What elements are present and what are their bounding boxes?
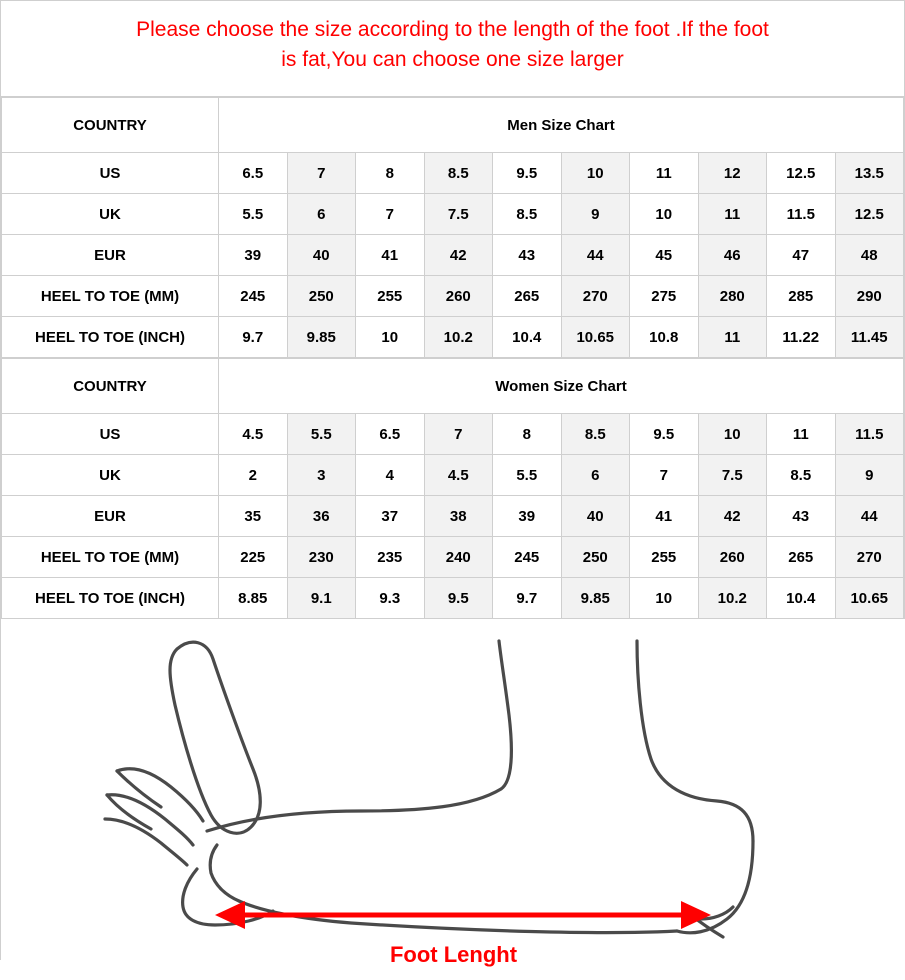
cell: 9.5: [493, 153, 562, 194]
cell: 38: [424, 496, 493, 537]
women-row-label-heel-to-toe-mm: HEEL TO TOE (MM): [2, 537, 219, 578]
cell: 9.7: [219, 317, 288, 358]
cell: 10.2: [698, 578, 767, 619]
cell: 10.8: [630, 317, 699, 358]
men-chart-header-row: [2, 98, 904, 153]
cell: 10.65: [835, 578, 904, 619]
cell: 4.5: [424, 455, 493, 496]
cell: 10.4: [493, 317, 562, 358]
cell: 10.2: [424, 317, 493, 358]
women-country-header: COUNTRY: [2, 359, 219, 414]
cell: 9.7: [493, 578, 562, 619]
women-row-label-heel-to-toe-inch: HEEL TO TOE (INCH): [2, 578, 219, 619]
cell: 9.5: [630, 414, 699, 455]
cell: 10: [630, 578, 699, 619]
table-row: [2, 455, 904, 496]
cell: 45: [630, 235, 699, 276]
cell: 46: [698, 235, 767, 276]
cell: 13.5: [835, 153, 904, 194]
cell: 44: [835, 496, 904, 537]
cell: 11: [698, 194, 767, 235]
foot-length-caption: Foot Lenght: [389, 942, 518, 967]
men-country-header: COUNTRY: [2, 98, 219, 153]
cell: 11: [630, 153, 699, 194]
cell: 2: [219, 455, 288, 496]
cell: 44: [561, 235, 630, 276]
cell: 280: [698, 276, 767, 317]
cell: 10: [356, 317, 425, 358]
cell: 270: [561, 276, 630, 317]
cell: 7.5: [698, 455, 767, 496]
cell: 43: [767, 496, 836, 537]
men-row-label-heel-to-toe-mm: HEEL TO TOE (MM): [2, 276, 219, 317]
cell: 40: [561, 496, 630, 537]
men-row-label-us: US: [2, 153, 219, 194]
cell: 6: [287, 194, 356, 235]
women-row-label-us: US: [2, 414, 219, 455]
foot-length-arrow: [215, 901, 711, 929]
women-row-label-eur: EUR: [2, 496, 219, 537]
cell: 7: [287, 153, 356, 194]
cell: 5.5: [493, 455, 562, 496]
cell: 36: [287, 496, 356, 537]
cell: 7: [630, 455, 699, 496]
cell: 12.5: [767, 153, 836, 194]
cell: 7: [356, 194, 425, 235]
cell: 7.5: [424, 194, 493, 235]
cell: 41: [356, 235, 425, 276]
cell: 9.85: [561, 578, 630, 619]
cell: 9: [561, 194, 630, 235]
cell: 240: [424, 537, 493, 578]
cell: 8.85: [219, 578, 288, 619]
cell: 9.3: [356, 578, 425, 619]
table-row: [2, 276, 904, 317]
cell: 11.5: [767, 194, 836, 235]
cell: 40: [287, 235, 356, 276]
cell: 8: [356, 153, 425, 194]
cell: 250: [287, 276, 356, 317]
table-row: [2, 153, 904, 194]
cell: 11: [767, 414, 836, 455]
foot-diagram-svg: [1, 619, 905, 980]
women-chart-title: Women Size Chart: [219, 359, 904, 414]
cell: 245: [493, 537, 562, 578]
cell: 43: [493, 235, 562, 276]
cell: 6.5: [356, 414, 425, 455]
cell: 8.5: [424, 153, 493, 194]
women-size-chart-table: [1, 358, 904, 619]
sizing-notice-line-1: Please choose the size according to the length of the foot .If the foot: [136, 18, 769, 41]
table-row: [2, 537, 904, 578]
men-chart-title: Men Size Chart: [219, 98, 904, 153]
cell: 8.5: [561, 414, 630, 455]
cell: 270: [835, 537, 904, 578]
cell: 290: [835, 276, 904, 317]
cell: 9: [835, 455, 904, 496]
cell: 6: [561, 455, 630, 496]
cell: 3: [287, 455, 356, 496]
cell: 11.5: [835, 414, 904, 455]
cell: 12.5: [835, 194, 904, 235]
men-row-label-eur: EUR: [2, 235, 219, 276]
table-row: [2, 414, 904, 455]
cell: 11: [698, 317, 767, 358]
cell: 8.5: [767, 455, 836, 496]
cell: 265: [767, 537, 836, 578]
cell: 47: [767, 235, 836, 276]
foot-length-illustration: [1, 619, 905, 980]
cell: 245: [219, 276, 288, 317]
table-row: [2, 496, 904, 537]
cell: 11.45: [835, 317, 904, 358]
cell: 230: [287, 537, 356, 578]
table-row: [2, 578, 904, 619]
cell: 5.5: [219, 194, 288, 235]
cell: 235: [356, 537, 425, 578]
cell: 255: [356, 276, 425, 317]
cell: 8.5: [493, 194, 562, 235]
men-row-label-uk: UK: [2, 194, 219, 235]
cell: 42: [698, 496, 767, 537]
table-row: [2, 317, 904, 358]
cell: 6.5: [219, 153, 288, 194]
cell: 275: [630, 276, 699, 317]
cell: 9.85: [287, 317, 356, 358]
foot-outline: [105, 641, 753, 937]
cell: 260: [698, 537, 767, 578]
table-row: [2, 194, 904, 235]
cell: 4.5: [219, 414, 288, 455]
cell: 5.5: [287, 414, 356, 455]
cell: 7: [424, 414, 493, 455]
cell: 37: [356, 496, 425, 537]
cell: 48: [835, 235, 904, 276]
cell: 4: [356, 455, 425, 496]
cell: 285: [767, 276, 836, 317]
cell: 260: [424, 276, 493, 317]
cell: 10: [561, 153, 630, 194]
cell: 9.5: [424, 578, 493, 619]
table-row: [2, 235, 904, 276]
men-row-label-heel-to-toe-inch: HEEL TO TOE (INCH): [2, 317, 219, 358]
cell: 41: [630, 496, 699, 537]
men-size-chart-table: [1, 97, 904, 358]
cell: 42: [424, 235, 493, 276]
cell: 265: [493, 276, 562, 317]
cell: 12: [698, 153, 767, 194]
cell: 39: [493, 496, 562, 537]
cell: 10.4: [767, 578, 836, 619]
cell: 39: [219, 235, 288, 276]
cell: 225: [219, 537, 288, 578]
cell: 8: [493, 414, 562, 455]
cell: 10: [630, 194, 699, 235]
cell: 9.1: [287, 578, 356, 619]
cell: 250: [561, 537, 630, 578]
women-chart-header-row: [2, 359, 904, 414]
sizing-notice-line-2: is fat,You can choose one size larger: [281, 48, 624, 71]
cell: 255: [630, 537, 699, 578]
cell: 35: [219, 496, 288, 537]
sizing-notice: [1, 1, 904, 97]
cell: 11.22: [767, 317, 836, 358]
cell: 10: [698, 414, 767, 455]
cell: 10.65: [561, 317, 630, 358]
women-row-label-uk: UK: [2, 455, 219, 496]
